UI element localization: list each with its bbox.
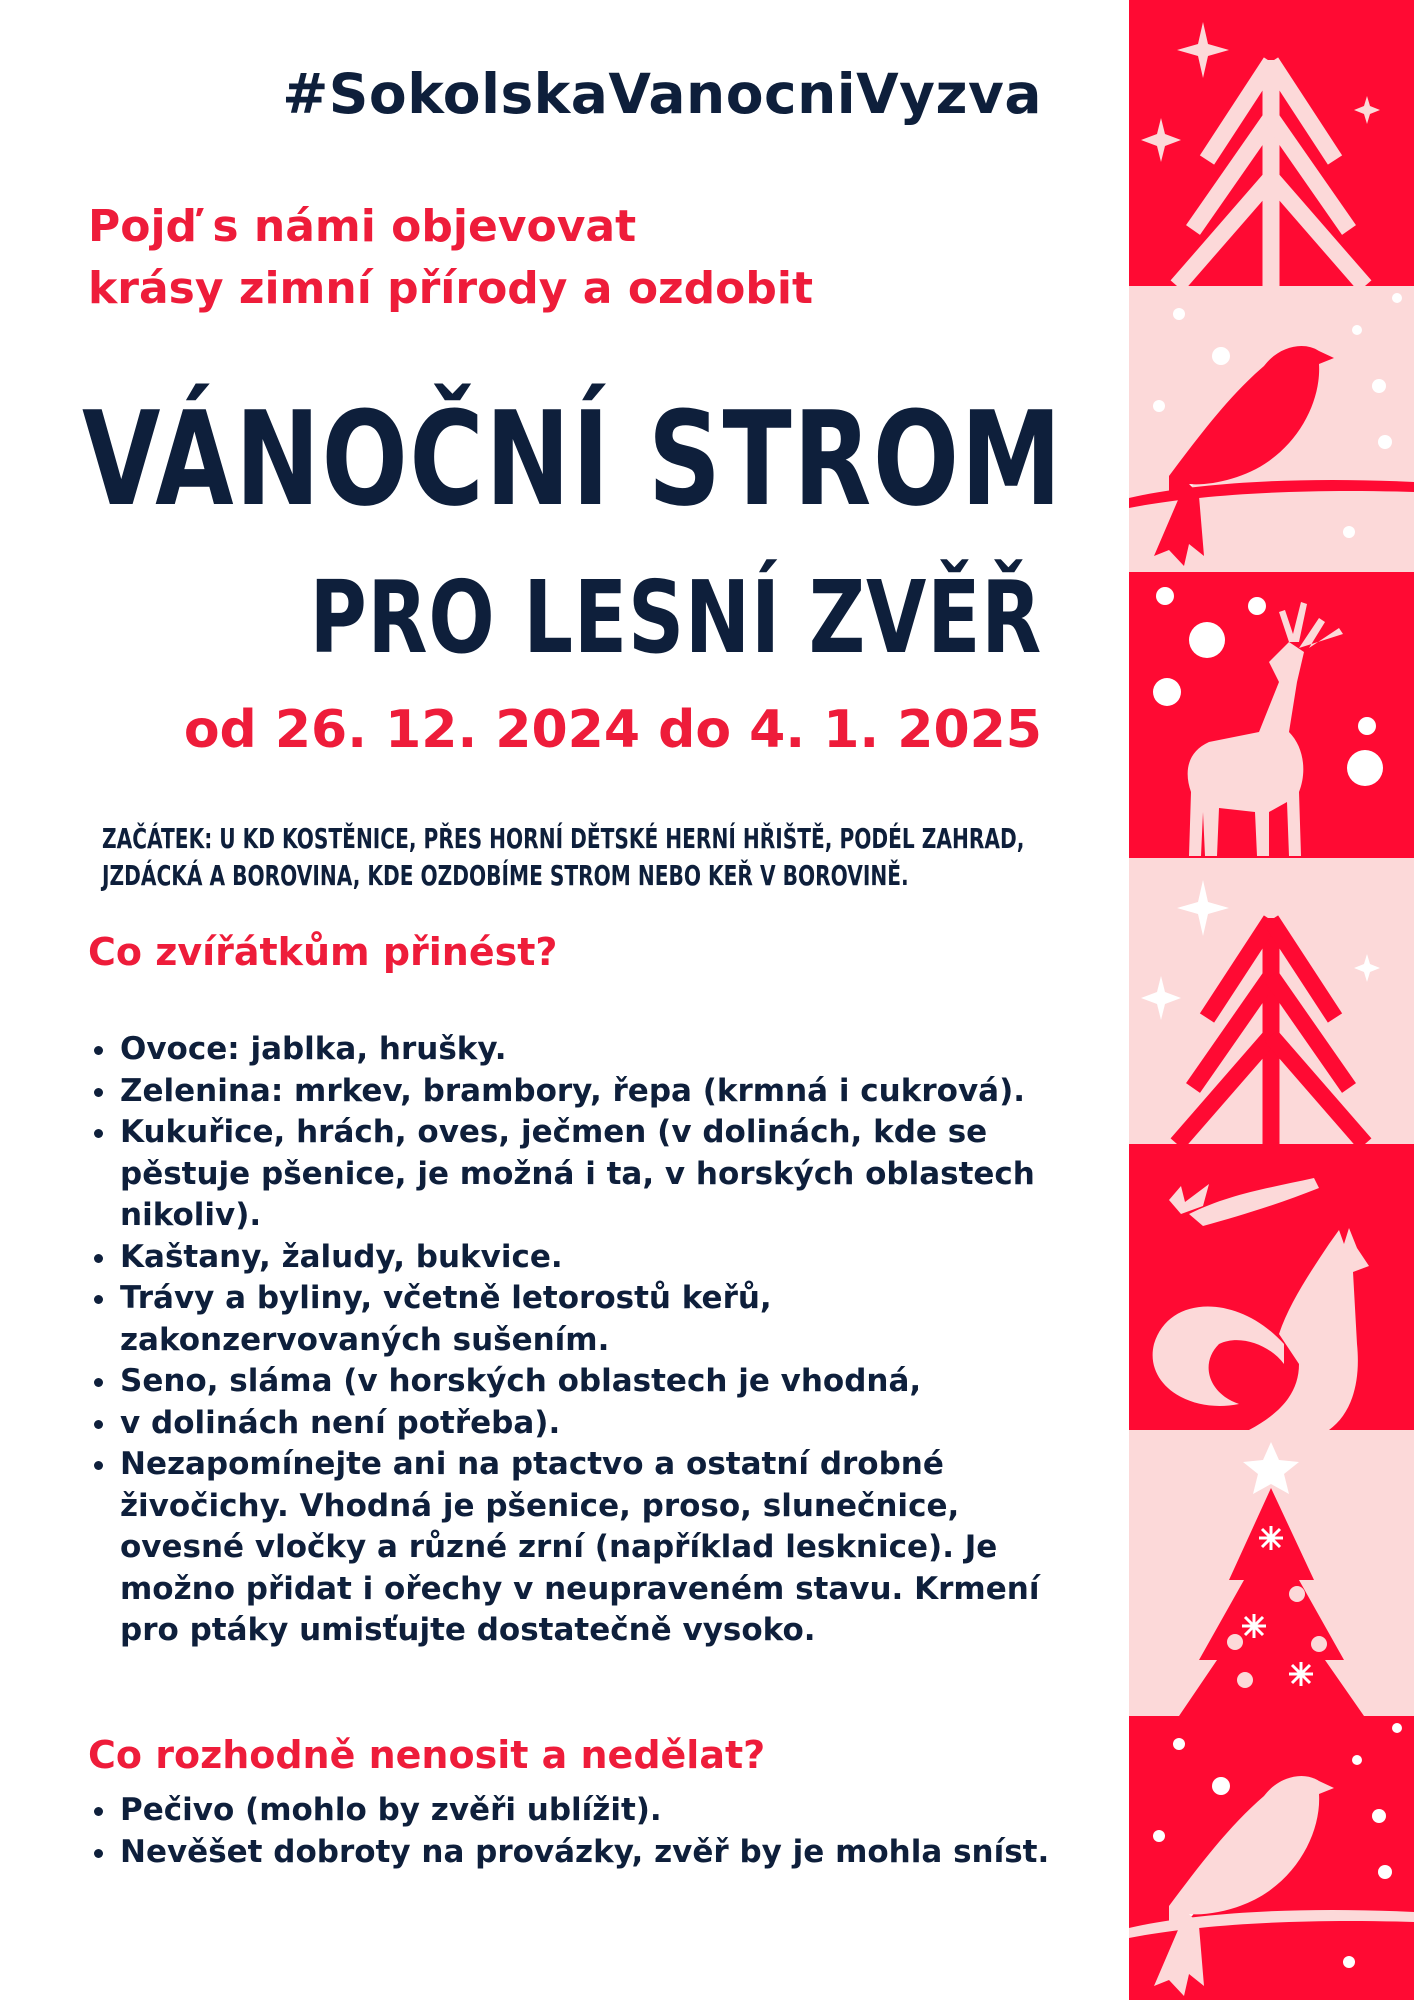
christmas-tree-icon bbox=[1129, 1430, 1414, 1716]
intro-text bbox=[88, 196, 813, 320]
page-subtitle: PRO LESNÍ ZVĚŘ bbox=[309, 559, 1042, 676]
bring-list bbox=[88, 1029, 1068, 1652]
decorative-sidebar bbox=[1129, 0, 1414, 2000]
dont-heading: Co rozhodně nenosit a nedělat? bbox=[88, 1733, 766, 1777]
reindeer-icon bbox=[1129, 572, 1414, 858]
list-item: Trávy a byliny, včetně letorostů keřů, zakonzervovaných sušením. bbox=[88, 1278, 1068, 1361]
list-item: Kukuřice, hrách, oves, ječmen (v dolinách, kde se pěstuje pšenice, je možná i ta, v horských oblastech nikoliv). bbox=[88, 1112, 1068, 1237]
bring-heading: Co zvířátkům přinést? bbox=[88, 930, 558, 974]
list-item: Zelenina: mrkev, brambory, řepa (krmná i cukrová). bbox=[88, 1071, 1068, 1113]
pine-tree-icon bbox=[1129, 0, 1414, 286]
list-item: Pečivo (mohlo by zvěři ublížit). bbox=[88, 1790, 1088, 1832]
tile-reindeer bbox=[1129, 572, 1414, 858]
list-item: Nevěšet dobroty na provázky, zvěř by je mohla sníst. bbox=[88, 1832, 1088, 1874]
pine-tree-icon bbox=[1129, 858, 1414, 1144]
intro-line-2: krásy zimní přírody a ozdobit bbox=[88, 263, 813, 314]
list-item: v dolinách není potřeba). bbox=[88, 1403, 1068, 1445]
start-route-line-1: ZAČÁTEK: U KD KOSTĚNICE, PŘES HORNÍ DĚTSKÉ HERNÍ HŘIŠTĚ, PODÉL ZAHRAD, bbox=[102, 822, 1025, 855]
start-route bbox=[102, 820, 1038, 894]
tile-pine-tree-2 bbox=[1129, 858, 1414, 1144]
fox-icon bbox=[1129, 1144, 1414, 1430]
hashtag: #SokolskaVanocniVyzva bbox=[282, 62, 1042, 126]
bird-on-branch-icon bbox=[1129, 1716, 1414, 2000]
dont-list bbox=[88, 1790, 1088, 1873]
tile-fox bbox=[1129, 1144, 1414, 1430]
intro-line-1: Pojď s námi objevovat bbox=[88, 201, 637, 252]
list-item: Seno, sláma (v horských oblastech je vhodná, bbox=[88, 1361, 1068, 1403]
start-route-line-2: JZDÁCKÁ A BOROVINA, KDE OZDOBÍME STROM NEBO KEŘ V BOROVINĚ. bbox=[102, 859, 909, 892]
page-title: VÁNOČNÍ STROM bbox=[82, 383, 1064, 535]
list-item: Ovoce: jablka, hrušky. bbox=[88, 1029, 1068, 1071]
tile-pine-tree bbox=[1129, 0, 1414, 286]
list-item: Nezapomínejte ani na ptactvo a ostatní drobné živočichy. Vhodná je pšenice, proso, slunečnice, ovesné vločky a různé zrní (například lesknice). Je možno přidat i ořechy v neupraveném stavu. Krmení pro ptáky umisťujte dostatečně vysoko. bbox=[88, 1444, 1068, 1652]
tile-christmas-tree bbox=[1129, 1430, 1414, 1716]
bird-on-branch-icon bbox=[1129, 286, 1414, 572]
tile-bird bbox=[1129, 286, 1414, 572]
tile-bird-2 bbox=[1129, 1716, 1414, 2000]
list-item: Kaštany, žaludy, bukvice. bbox=[88, 1237, 1068, 1279]
event-dates: od 26. 12. 2024 do 4. 1. 2025 bbox=[183, 700, 1042, 760]
